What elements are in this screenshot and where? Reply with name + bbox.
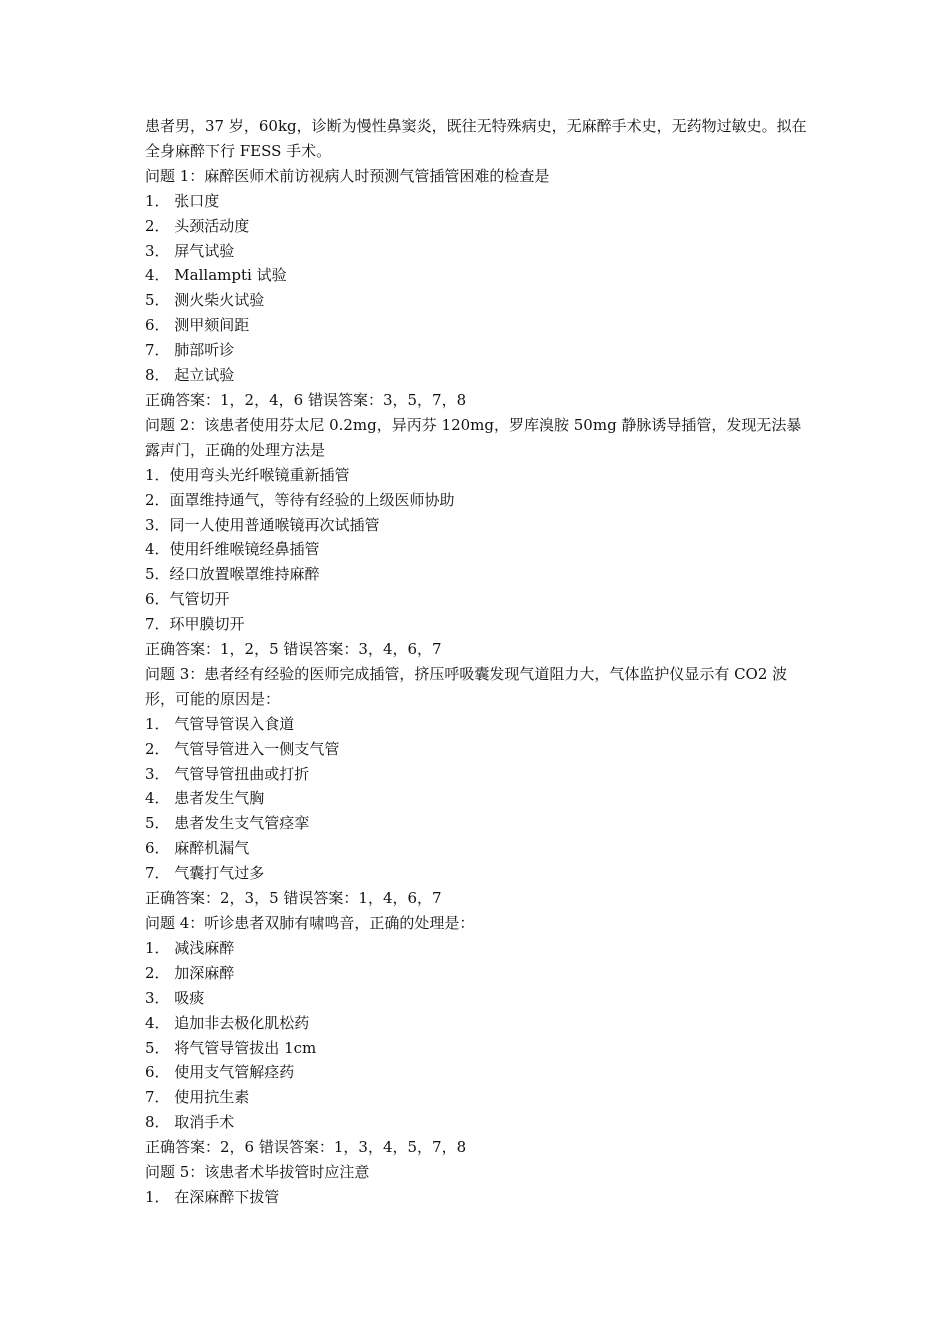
option-item: 2．面罩维持通气，等待有经验的上级医师协助	[145, 490, 455, 509]
answer-key: 正确答案：2，3，5 错误答案：1，4，6，7	[145, 889, 442, 908]
option-item: 8． 取消手术	[145, 1113, 235, 1132]
option-item: 5． 测火柴火试验	[145, 291, 265, 310]
question-stem: 问题 4：听诊患者双肺有啸鸣音，正确的处理是：	[145, 914, 475, 932]
option-item: 2． 加深麻醉	[145, 963, 235, 982]
option-item: 5．经口放置喉罩维持麻醉	[145, 565, 320, 584]
option-item: 6． 使用支气管解痉药	[145, 1063, 295, 1082]
option-item: 3． 吸痰	[145, 988, 205, 1007]
question-stem: 问题 1：麻醉医师术前访视病人时预测气管插管困难的检查是	[145, 166, 550, 185]
option-item: 7．环甲膜切开	[145, 615, 245, 634]
question-block	[145, 1160, 810, 1210]
option-item: 1． 减浅麻醉	[145, 938, 235, 957]
option-item: 1． 气管导管误入食道	[145, 714, 295, 733]
question-stem: 问题 3：患者经有经验的医师完成插管，挤压呼吸囊发现气道阻力大，气体监护仪显示有 CO2 波形，可能的原因是：	[145, 664, 788, 708]
option-item: 1． 张口度	[145, 191, 220, 210]
question-stem: 问题 2：该患者使用芬太尼 0.2mg，异丙芬 120mg，罗库溴胺 50mg 静脉诱导插管，发现无法暴露声门，正确的处理方法是	[145, 415, 802, 459]
option-item: 5． 将气管导管拔出 1cm	[145, 1038, 317, 1057]
option-item: 7． 气囊打气过多	[145, 864, 265, 883]
option-item: 4． Mallampti 试验	[145, 266, 287, 285]
document-body	[145, 114, 810, 1210]
option-item: 6．气管切开	[145, 590, 230, 609]
answer-key: 正确答案：1，2，5 错误答案：3，4，6，7	[145, 640, 442, 659]
question-block	[145, 164, 810, 413]
option-item: 6． 麻醉机漏气	[145, 839, 250, 858]
question-block	[145, 911, 810, 1160]
option-item: 2． 气管导管进入一侧支气管	[145, 739, 340, 758]
question-block	[145, 413, 810, 662]
option-item: 8． 起立试验	[145, 366, 235, 385]
question-stem: 问题 5：该患者术毕拔管时应注意	[145, 1163, 370, 1182]
case-intro: 患者男，37 岁，60kg，诊断为慢性鼻窦炎，既往无特殊病史，无麻醉手术史，无药物过敏史。拟在全身麻醉下行 FESS 手术。	[145, 117, 807, 160]
question-block	[145, 662, 810, 911]
answer-key: 正确答案：2，6 错误答案：1，3，4，5，7，8	[145, 1138, 467, 1157]
option-item: 4．使用纤维喉镜经鼻插管	[145, 540, 320, 559]
option-item: 3． 气管导管扭曲或打折	[145, 764, 310, 783]
option-item: 7． 使用抗生素	[145, 1088, 250, 1107]
option-item: 3．同一人使用普通喉镜再次试插管	[145, 515, 380, 534]
option-item: 2． 头颈活动度	[145, 216, 250, 235]
option-item: 7． 肺部听诊	[145, 341, 235, 360]
option-item: 5． 患者发生支气管痉挛	[145, 814, 310, 833]
answer-key: 正确答案：1，2，4，6 错误答案：3，5，7，8	[145, 390, 467, 409]
option-item: 4． 患者发生气胸	[145, 789, 265, 808]
option-item: 3． 屏气试验	[145, 241, 235, 260]
option-item: 1．使用弯头光纤喉镜重新插管	[145, 465, 350, 484]
option-item: 6． 测甲颏间距	[145, 316, 250, 335]
option-item: 4． 追加非去极化肌松药	[145, 1013, 310, 1032]
option-item: 1． 在深麻醉下拔管	[145, 1187, 280, 1206]
